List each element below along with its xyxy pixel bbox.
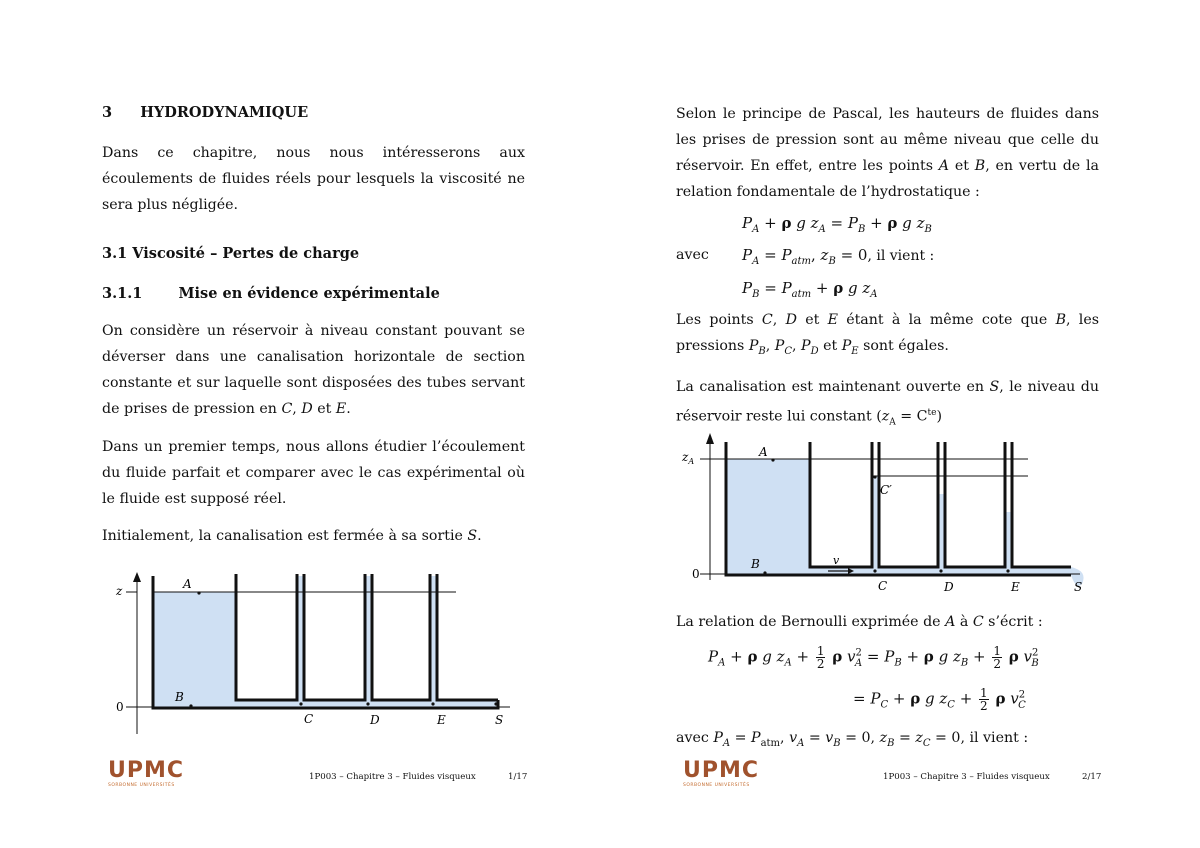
label-a: A [183, 577, 192, 591]
equation-bernoulli-1: $P_A + \rho$ g $z_A$ + $\frac{1}{2}$ ρ $v^2_A = P_B + \rho$ g $z_B$ + $\frac{1}{2}$ ρ $v^2_B$ [708, 644, 1039, 671]
page-number: 2/17 [1082, 772, 1102, 782]
label-b: B [175, 690, 184, 704]
reservoir-closed-figure [100, 566, 530, 736]
label-d: D [370, 713, 380, 727]
tube-c-wall [879, 442, 938, 567]
tube-d-wall [372, 574, 430, 700]
label-zero: 0 [116, 700, 124, 714]
section-number: 3 [102, 104, 113, 121]
equation-bernoulli-2: = $P_C + \rho$ g $z_C$ + $\frac{1}{2}$ ρ $v^2_C$ [853, 686, 1026, 713]
logo-text: UPMC [108, 758, 185, 783]
upmc-logo [108, 758, 184, 788]
avec-label: avec [676, 247, 709, 263]
paragraph-open-outlet: La canalisation est maintenant ouverte en S, le niveau du réservoir reste lui constant $(z_A = C^{te})$ [676, 379, 1099, 428]
paragraph-pascal: Selon le principe de Pascal, les hauteurs de fluides dans les prises de pression sont au même niveau que celle du réservoir. En effet, entre les points A et B, en vertu de la relation fondamentale de l’hydrostatique : [676, 106, 1099, 200]
upmc-logo [683, 758, 759, 788]
point-d [939, 569, 942, 572]
equation-hydrostatic: $P_A + \rho$ g $z_A = P_B + \rho$ g $z_B$ [742, 214, 932, 235]
logo-subtext: SORBONNE UNIVERSITÉS [108, 783, 175, 788]
point-d [366, 702, 369, 705]
point-c [299, 702, 302, 705]
point-cprime [873, 475, 876, 478]
point-b [189, 704, 192, 707]
reservoir-right-wall [236, 574, 297, 700]
logo-text: UPMC [683, 758, 760, 783]
point-c [873, 569, 876, 572]
paragraph-closed-outlet: Initialement, la canalisation est fermée à sa sortie S. [102, 528, 482, 544]
label-a: A [759, 445, 768, 459]
reservoir-fluid [726, 459, 810, 575]
reservoir-fluid [153, 592, 235, 708]
z-axis-arrow [133, 572, 141, 582]
label-za: $z_A$ [682, 450, 695, 466]
point-e [431, 702, 434, 705]
equation-conditions: $P_A = P_{atm}$, $z_B = 0$, il vient : [742, 246, 935, 267]
section-heading [102, 104, 308, 121]
point-e [1006, 569, 1009, 572]
reservoir-right-wall [810, 442, 872, 567]
label-b: B [751, 557, 760, 571]
paragraph-conditions: avec $P_A = P_{atm}$, $v_A = v_B = 0$, $z_B = z_C = 0$, il vient : [676, 730, 1029, 749]
label-e: E [1011, 580, 1020, 594]
paragraph-ideal-fluid: Dans un premier temps, nous allons étudier l’écoulement du fluide parfait et comparer avec le cas expérimental où le fluide est supposé réel. [102, 439, 525, 507]
subsection-heading: 3.1 Viscosité – Pertes de charge [102, 245, 360, 262]
point-a [197, 591, 200, 594]
label-v: v [833, 554, 840, 567]
paragraph-pressures: Les points C, D et E étant à la même cote que B, les pressions $P_B$, $P_C$, $P_D$ et $P_E$ sont égales. [676, 312, 1099, 357]
footer-title: 1P003 – Chapitre 3 – Fluides visqueux [309, 772, 476, 782]
tube-c-wall [304, 574, 365, 700]
paragraph-bernoulli: La relation de Bernoulli exprimée de A à C s’écrit : [676, 614, 1043, 630]
paragraph-setup: On considère un réservoir à niveau constant pouvant se déverser dans une canalisation horizontale de section constante et sur laquelle sont disposées des tubes servant de prises de pression en C, D et E. [102, 323, 525, 417]
label-e: E [437, 713, 446, 727]
tube-e-wall [437, 574, 498, 700]
subsubsection-heading [102, 285, 440, 302]
equation-pb: $P_B = P_{atm} + \rho$ g $z_A$ [742, 279, 878, 300]
point-b [763, 571, 766, 574]
point-a [771, 458, 774, 461]
label-c: C [878, 579, 888, 593]
subsubsection-title: Mise en évidence expérimentale [178, 285, 440, 302]
label-s: S [495, 713, 504, 727]
label-s: S [1074, 580, 1083, 594]
subsubsection-number: 3.1.1 [102, 285, 143, 302]
label-zero: 0 [692, 567, 700, 581]
logo-subtext: SORBONNE UNIVERSITÉS [683, 783, 750, 788]
z-axis-arrow [706, 433, 714, 444]
point-s [494, 702, 497, 705]
footer-title: 1P003 – Chapitre 3 – Fluides visqueux [883, 772, 1050, 782]
tube-d-wall [945, 442, 1005, 567]
label-z: z [116, 584, 123, 598]
page-number: 1/17 [508, 772, 528, 782]
label-c: C [304, 712, 314, 726]
label-cprime: C′ [880, 483, 892, 497]
reservoir-open-figure [676, 430, 1096, 600]
section-title: HYDRODYNAMIQUE [140, 104, 309, 121]
intro-paragraph: Dans ce chapitre, nous nous intéresserons aux écoulements de fluides réels pour lesquels la viscosité ne sera plus négligée. [102, 145, 525, 213]
label-d: D [944, 580, 954, 594]
tube-e-wall [1012, 442, 1071, 567]
